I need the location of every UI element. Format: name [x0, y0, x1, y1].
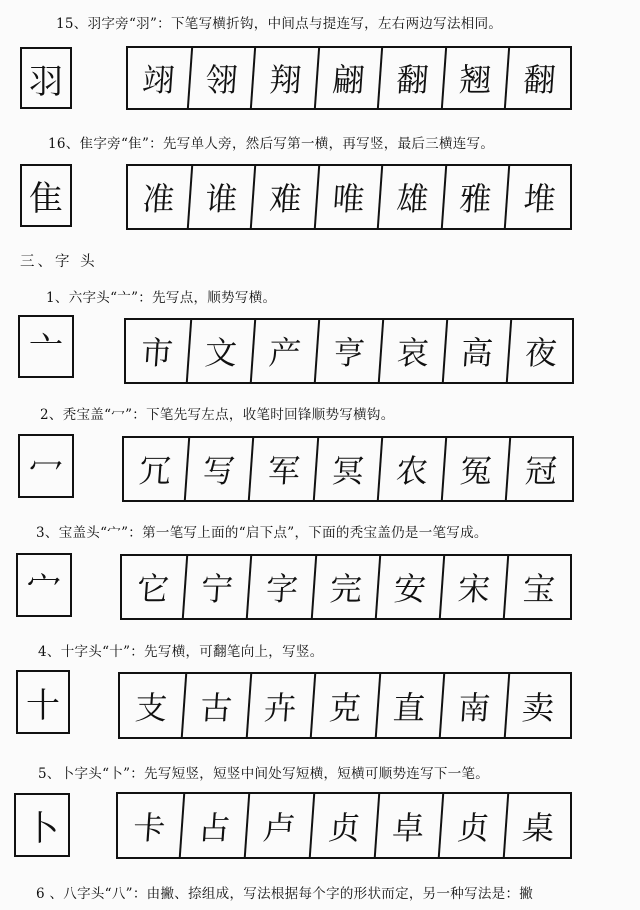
practice-char: 雄 [380, 166, 448, 228]
practice-char: 南 [441, 674, 510, 737]
practice-char: 宝 [521, 570, 557, 608]
instruction-15: 15、羽字旁“羽”：下笔写横折钩，中间点与提连写，左右两边写法相同。 [56, 16, 503, 32]
radical-box-15: 羽 [20, 47, 72, 109]
practice-char: 字 [248, 556, 317, 618]
practice-char: 卢 [246, 794, 315, 857]
practice-char: 难 [253, 166, 321, 228]
practice-char: 卉 [247, 674, 316, 737]
radical-box-head-5: 卜 [14, 793, 70, 857]
practice-char: 市 [124, 320, 192, 382]
practice-char: 军 [250, 438, 319, 500]
practice-row-16 [126, 164, 572, 230]
practice-char: 翻 [380, 48, 448, 108]
practice-char: 安 [377, 556, 446, 618]
practice-char: 雅 [443, 166, 511, 228]
practice-char: 贞 [440, 794, 509, 857]
practice-char: 亨 [316, 320, 384, 382]
practice-row-15 [126, 46, 572, 110]
practice-char: 谁 [189, 166, 257, 228]
practice-char: 翔 [253, 48, 321, 108]
instruction-head-2: 2、秃宝盖“冖”：下笔先写左点，收笔时回锋顺势写横钩。 [40, 407, 395, 423]
practice-char: 准 [126, 166, 194, 228]
radical-box-head-4: 十 [16, 670, 70, 734]
practice-char: 冠 [523, 452, 559, 490]
practice-char: 贞 [310, 794, 379, 857]
practice-char: 翘 [443, 48, 511, 108]
practice-char: 宋 [441, 556, 510, 618]
practice-char: 冗 [122, 438, 191, 500]
practice-char: 冤 [443, 438, 512, 500]
instruction-head-1: 1、六字头“亠”：先写点，顺势写横。 [46, 290, 277, 306]
practice-char: 直 [376, 674, 445, 737]
practice-char: 克 [312, 674, 381, 737]
radical-box-head-3: 宀 [16, 553, 72, 617]
instruction-16: 16、隹字旁“隹”：先写单人旁，然后写第一横，再写竖，最后三横连写。 [48, 136, 495, 152]
instruction-head-3: 3、宝盖头“宀”：第一笔写上面的“启下点”，下面的秃宝盖仍是一笔写成。 [36, 525, 488, 541]
practice-row-head-5 [116, 792, 572, 859]
practice-char: 翻 [521, 61, 557, 99]
practice-char: 卓 [375, 794, 444, 857]
practice-char: 宁 [184, 556, 253, 618]
instruction-head-4: 4、十字头“十”：先写横，可翻笔向上，写竖。 [38, 644, 324, 660]
instruction-head-5: 5、卜字头“卜”：先写短竖，短竖中间处写短横，短横可顺势连写下一笔。 [38, 766, 490, 782]
practice-row-head-3 [120, 554, 572, 620]
practice-char: 产 [252, 320, 320, 382]
section-heading: 三、字 头 [20, 254, 98, 270]
radical-box-16: 隹 [20, 164, 72, 227]
practice-char: 完 [313, 556, 382, 618]
instruction-head-6: 6 、八字头“八”：由撇、捺组成，写法根据每个字的形状而定，另一种写法是：撇 [36, 886, 534, 902]
practice-char: 唯 [316, 166, 384, 228]
practice-char: 占 [181, 794, 250, 857]
practice-char: 翩 [316, 48, 384, 108]
practice-char: 写 [186, 438, 255, 500]
practice-char: 冥 [315, 438, 384, 500]
practice-char: 夜 [523, 334, 559, 372]
practice-char: 卡 [116, 794, 185, 857]
radical-box-head-1: 亠 [18, 315, 74, 378]
practice-row-head-1 [124, 318, 574, 384]
practice-char: 它 [120, 556, 189, 618]
practice-char: 堆 [521, 180, 557, 218]
practice-char: 哀 [380, 320, 448, 382]
practice-char: 桌 [521, 808, 556, 847]
radical-box-head-2: 冖 [18, 434, 74, 498]
practice-char: 卖 [521, 688, 556, 727]
practice-char: 古 [182, 674, 251, 737]
practice-char: 支 [118, 674, 187, 737]
practice-char: 高 [444, 320, 512, 382]
practice-char: 农 [379, 438, 448, 500]
practice-row-head-2 [122, 436, 574, 502]
practice-row-head-4 [118, 672, 572, 739]
practice-char: 文 [188, 320, 256, 382]
practice-char: 翎 [189, 48, 257, 108]
practice-char: 翊 [126, 48, 194, 108]
